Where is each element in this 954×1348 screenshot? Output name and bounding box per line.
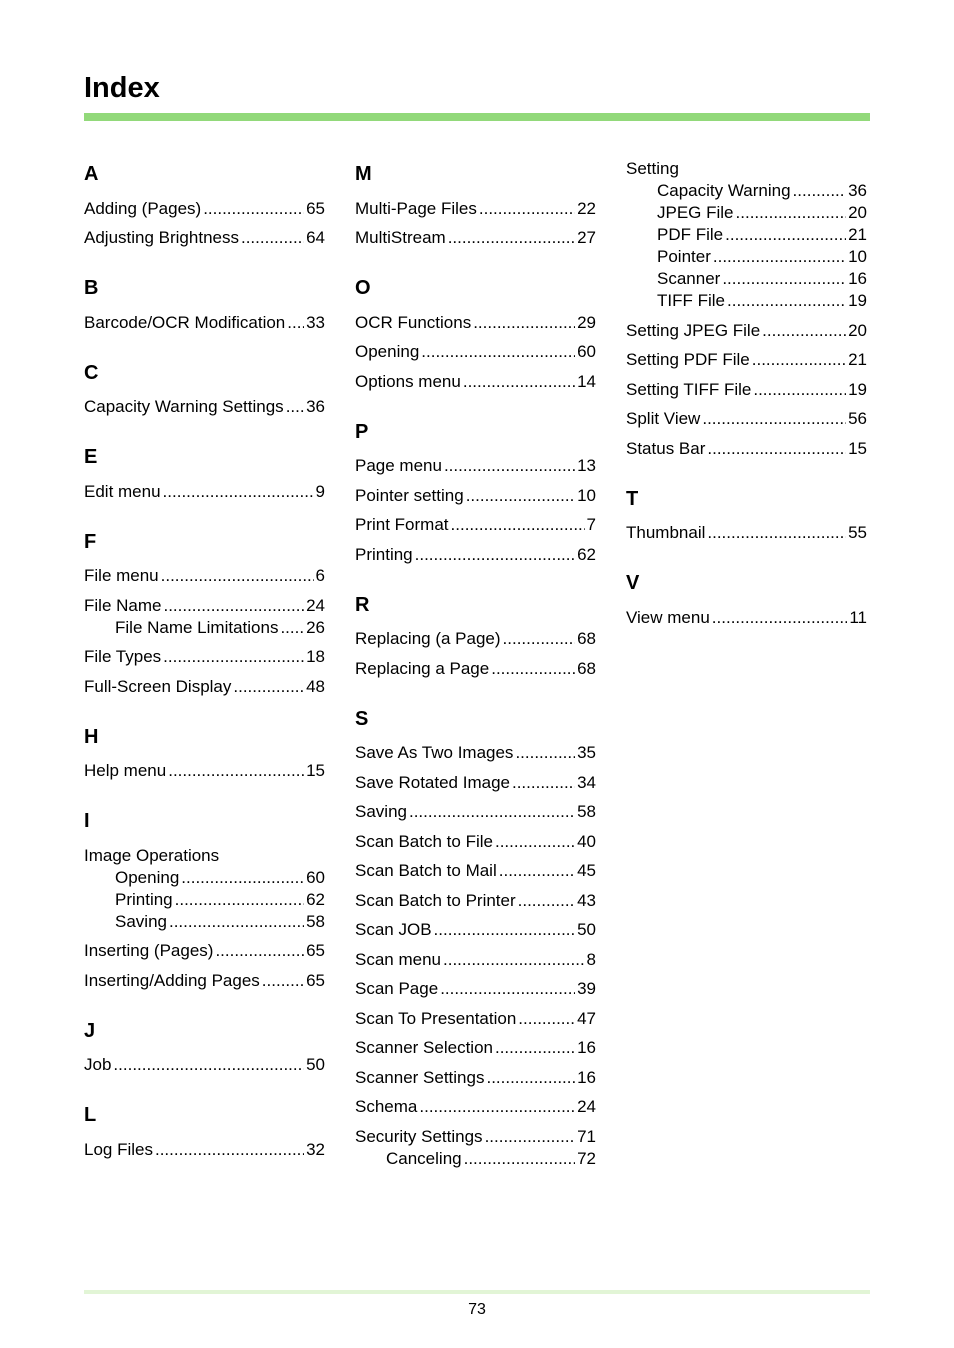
dot-leader <box>169 911 304 933</box>
entry-page-number: 64 <box>306 228 325 247</box>
entry-page-number: 48 <box>306 676 325 696</box>
dot-leader <box>515 742 575 764</box>
dot-leader <box>409 801 575 823</box>
entry-label: Scan JOB <box>355 920 432 939</box>
section-letter: J <box>84 1019 96 1042</box>
index-entry <box>84 845 325 867</box>
dot-leader <box>518 890 575 912</box>
entry-page-number: 55 <box>848 523 867 542</box>
dot-leader <box>753 379 846 401</box>
index-entry <box>626 320 867 342</box>
entry-label: Thumbnail <box>626 523 706 542</box>
index-section <box>84 249 325 334</box>
index-entry <box>355 485 596 507</box>
entry-page-number: 11 <box>849 607 867 627</box>
dot-leader <box>286 396 304 418</box>
entry-label: Saving <box>115 911 167 931</box>
index-entry <box>355 978 596 1000</box>
dot-leader <box>466 485 575 507</box>
section-letter: S <box>355 707 369 730</box>
index-section <box>84 334 325 419</box>
entry-page-number: 68 <box>577 629 596 648</box>
entry-label: Printing <box>355 544 413 564</box>
index-entry <box>355 198 596 220</box>
entry-page-number: 26 <box>306 617 325 637</box>
index-entry <box>355 1037 596 1059</box>
entry-label: Print Format <box>355 515 449 534</box>
dot-leader <box>175 889 304 911</box>
entry-label: Scan Batch to Mail <box>355 861 497 880</box>
index-section <box>355 566 596 680</box>
index-entry <box>355 1096 596 1118</box>
entry-label: Scanner Selection <box>355 1038 493 1057</box>
index-entry <box>84 227 325 249</box>
index-entry <box>355 658 596 680</box>
dot-leader <box>473 312 575 334</box>
entry-page-number: 19 <box>848 291 867 310</box>
index-subentry <box>84 867 325 889</box>
index-entry <box>355 1126 596 1148</box>
dot-leader <box>727 290 846 312</box>
index-subentry <box>355 1148 596 1170</box>
entry-page-number: 35 <box>577 743 596 762</box>
section-letter: M <box>355 163 372 185</box>
dot-leader <box>499 860 575 882</box>
dot-leader <box>215 940 304 962</box>
dot-leader <box>415 544 575 566</box>
entry-page-number: 15 <box>848 438 867 458</box>
entry-label: Setting JPEG File <box>626 320 761 340</box>
index-subentry <box>626 268 867 290</box>
entry-page-number: 32 <box>306 1139 325 1159</box>
index-entry <box>355 860 596 882</box>
index-section <box>355 249 596 393</box>
entry-label: MultiStream <box>355 228 446 247</box>
entry-page-number: 29 <box>577 312 596 332</box>
dot-leader <box>448 227 575 249</box>
dot-leader <box>203 198 304 220</box>
dot-leader <box>241 227 304 249</box>
entry-page-number: 27 <box>577 228 596 247</box>
dot-leader <box>262 970 304 992</box>
dot-leader <box>163 481 314 503</box>
index-entry <box>355 1008 596 1030</box>
entry-page-number: 56 <box>848 409 867 428</box>
dot-leader <box>495 1037 575 1059</box>
section-letter: L <box>84 1104 97 1126</box>
entry-label: Opening <box>355 342 420 361</box>
index-entry <box>626 379 867 401</box>
index-column-2 <box>355 158 596 1170</box>
entry-label: Barcode/OCR Modification <box>84 312 286 332</box>
entry-label: Scanner Settings <box>355 1067 485 1087</box>
index-subentry <box>626 224 867 246</box>
entry-label: PDF File <box>657 225 724 244</box>
entry-page-number: 36 <box>848 181 867 200</box>
dot-leader <box>161 565 314 587</box>
entry-page-number: 24 <box>577 1097 596 1116</box>
entry-label: Edit menu <box>84 481 161 501</box>
dot-leader <box>518 1008 575 1030</box>
dot-leader <box>725 224 846 246</box>
dot-leader <box>163 646 304 668</box>
entry-label: Scan Batch to File <box>355 831 493 851</box>
entry-page-number: 10 <box>848 247 867 266</box>
dot-leader <box>752 349 846 371</box>
entry-label: File menu <box>84 566 159 585</box>
index-subentry <box>84 617 325 639</box>
index-entry <box>355 890 596 912</box>
index-entry <box>84 595 325 617</box>
dot-leader <box>434 919 576 941</box>
index-section <box>626 158 867 460</box>
entry-page-number: 62 <box>577 544 596 564</box>
index-entry <box>84 312 325 334</box>
entry-page-number: 39 <box>577 979 596 998</box>
entry-label: Security Settings <box>355 1126 483 1146</box>
dot-leader <box>485 1126 576 1148</box>
index-entry <box>355 742 596 764</box>
entry-label: View menu <box>626 607 710 627</box>
dot-leader <box>762 320 846 342</box>
entry-page-number: 47 <box>577 1008 596 1028</box>
index-entry <box>355 455 596 477</box>
entry-label: OCR Functions <box>355 312 472 332</box>
entry-page-number: 24 <box>306 595 325 615</box>
entry-label: Setting PDF File <box>626 350 750 369</box>
index-entry <box>626 158 867 180</box>
index-entry <box>355 227 596 249</box>
entry-page-number: 72 <box>577 1148 596 1168</box>
entry-page-number: 16 <box>577 1038 596 1057</box>
section-letter: B <box>84 277 99 299</box>
index-subentry <box>626 202 867 224</box>
entry-label: Schema <box>355 1097 418 1116</box>
entry-page-number: 58 <box>577 802 596 821</box>
entry-page-number: 14 <box>577 371 596 391</box>
section-letter: E <box>84 446 98 468</box>
dot-leader <box>713 246 846 268</box>
dot-leader <box>287 312 304 334</box>
dot-leader <box>280 617 304 639</box>
section-letter: C <box>84 361 99 384</box>
entry-label: Adding (Pages) <box>84 198 202 218</box>
dot-leader <box>464 1148 575 1170</box>
index-section <box>84 158 325 249</box>
index-section <box>355 393 596 566</box>
entry-label: Image Operations <box>84 845 220 865</box>
dot-leader <box>722 268 846 290</box>
entry-label: Adjusting Brightness <box>84 228 239 247</box>
dot-leader <box>486 1067 575 1089</box>
entry-label: Pointer <box>657 247 711 266</box>
entry-page-number: 36 <box>306 397 325 416</box>
entry-label: TIFF File <box>657 291 725 310</box>
index-section <box>355 680 596 1170</box>
section-letter: P <box>355 420 369 443</box>
dot-leader <box>163 595 304 617</box>
entry-label: Multi-Page Files <box>355 198 477 218</box>
index-entry <box>84 198 325 220</box>
index-entry <box>84 940 325 962</box>
entry-label: Save Rotated Image <box>355 772 510 792</box>
entry-label: Log Files <box>84 1139 153 1159</box>
index-section <box>84 418 325 503</box>
dot-leader <box>495 831 575 853</box>
dot-leader <box>419 1096 575 1118</box>
entry-page-number: 50 <box>306 1055 325 1074</box>
entry-label: File Name Limitations <box>115 617 279 637</box>
index-entry <box>84 396 325 418</box>
entry-page-number: 20 <box>848 320 867 340</box>
entry-page-number: 9 <box>315 481 325 501</box>
index-entry <box>355 772 596 794</box>
entry-page-number: 33 <box>306 312 325 332</box>
dot-leader <box>440 978 575 1000</box>
entry-page-number: 13 <box>577 456 596 475</box>
page-title: Index <box>84 72 160 104</box>
entry-label: Scan menu <box>355 949 441 969</box>
entry-label: Scan Batch to Printer <box>355 890 516 910</box>
dot-leader <box>421 341 575 363</box>
index-entry <box>84 760 325 782</box>
entry-label: Inserting/Adding Pages <box>84 970 260 990</box>
entry-page-number: 62 <box>306 889 325 909</box>
entry-page-number: 20 <box>848 203 867 222</box>
entry-label: Canceling <box>386 1148 462 1168</box>
footer-rule <box>84 1290 870 1294</box>
entry-label: Help menu <box>84 761 167 780</box>
entry-page-number: 43 <box>577 890 596 910</box>
index-entry <box>355 544 596 566</box>
entry-label: File Types <box>84 647 162 666</box>
dot-leader <box>712 607 848 629</box>
section-letter: R <box>355 593 370 616</box>
index-entry <box>84 646 325 668</box>
index-entry <box>355 1067 596 1089</box>
entry-label: Replacing a Page <box>355 658 490 678</box>
dot-leader <box>155 1139 304 1161</box>
entry-label: Pointer setting <box>355 485 464 505</box>
index-entry <box>355 831 596 853</box>
section-letter: A <box>84 163 99 185</box>
index-section <box>84 782 325 992</box>
section-letter: H <box>84 725 99 748</box>
index-entry <box>355 801 596 823</box>
entry-label: Saving <box>355 802 407 821</box>
entry-label: Options menu <box>355 371 461 391</box>
index-section <box>84 698 325 783</box>
entry-page-number: 8 <box>586 949 596 969</box>
index-entry <box>355 312 596 334</box>
index-subentry <box>626 180 867 202</box>
entry-page-number: 40 <box>577 831 596 851</box>
entry-page-number: 60 <box>577 342 596 361</box>
section-letter: O <box>355 277 371 299</box>
dot-leader <box>793 180 847 202</box>
index-subentry <box>626 246 867 268</box>
entry-label: JPEG File <box>657 203 734 222</box>
dot-leader <box>479 198 575 220</box>
entry-label: Save As Two Images <box>355 743 514 762</box>
page-number: 73 <box>468 1301 486 1318</box>
entry-page-number: 18 <box>306 647 325 666</box>
index-entry <box>626 522 867 544</box>
entry-label: Capacity Warning <box>657 181 791 200</box>
index-entry <box>626 408 867 430</box>
entry-label: Setting <box>626 159 679 178</box>
index-entry <box>355 628 596 650</box>
index-entry <box>84 481 325 503</box>
index-subentry <box>84 911 325 933</box>
entry-label: Split View <box>626 409 701 428</box>
index-entry <box>355 949 596 971</box>
index-section <box>84 992 325 1077</box>
entry-page-number: 6 <box>315 566 325 585</box>
dot-leader <box>512 772 575 794</box>
entry-label: Scanner <box>657 269 721 288</box>
entry-label: Capacity Warning Settings <box>84 397 284 416</box>
entry-label: Scan To Presentation <box>355 1008 517 1028</box>
section-letter: I <box>84 810 90 832</box>
entry-label: Opening <box>115 867 180 887</box>
index-entry <box>626 438 867 460</box>
index-column-3 <box>626 158 867 629</box>
entry-page-number: 58 <box>306 911 325 931</box>
entry-label: Printing <box>115 889 173 909</box>
title-underline <box>84 113 870 121</box>
section-letter: V <box>626 572 640 594</box>
dot-leader <box>463 371 575 393</box>
dot-leader <box>168 760 304 782</box>
index-section <box>84 503 325 698</box>
entry-page-number: 60 <box>306 867 325 887</box>
index-entry <box>84 970 325 992</box>
dot-leader <box>707 438 846 460</box>
entry-label: Scan Page <box>355 979 439 998</box>
index-entry <box>355 919 596 941</box>
entry-page-number: 45 <box>577 861 596 880</box>
index-section <box>84 1076 325 1161</box>
index-entry <box>626 607 867 629</box>
dot-leader <box>113 1054 304 1076</box>
entry-page-number: 16 <box>848 269 867 288</box>
entry-page-number: 19 <box>848 379 867 399</box>
entry-label: Job <box>84 1055 112 1074</box>
dot-leader <box>233 676 304 698</box>
dot-leader <box>491 658 575 680</box>
entry-page-number: 7 <box>586 515 596 534</box>
index-section <box>626 544 867 629</box>
dot-leader <box>736 202 847 224</box>
index-entry <box>84 676 325 698</box>
dot-leader <box>707 522 846 544</box>
entry-page-number: 65 <box>306 970 325 990</box>
entry-label: Page menu <box>355 456 442 475</box>
index-column-1 <box>84 158 325 1161</box>
index-entry <box>355 514 596 536</box>
entry-label: Setting TIFF File <box>626 379 752 399</box>
section-letter: T <box>626 487 639 510</box>
dot-leader <box>451 514 585 536</box>
dot-leader <box>181 867 304 889</box>
entry-page-number: 21 <box>848 350 867 369</box>
entry-page-number: 71 <box>577 1126 596 1146</box>
entry-page-number: 22 <box>577 198 596 218</box>
index-entry <box>355 371 596 393</box>
dot-leader <box>702 408 846 430</box>
index-subentry <box>84 889 325 911</box>
entry-label: File Name <box>84 595 162 615</box>
index-entry <box>84 1054 325 1076</box>
entry-label: Inserting (Pages) <box>84 941 214 960</box>
entry-page-number: 65 <box>306 941 325 960</box>
entry-page-number: 21 <box>848 225 867 244</box>
entry-label: Full-Screen Display <box>84 676 232 696</box>
dot-leader <box>503 628 576 650</box>
section-letter: F <box>84 530 97 553</box>
index-subentry <box>626 290 867 312</box>
index-entry <box>355 341 596 363</box>
entry-page-number: 65 <box>306 198 325 218</box>
entry-label: Status Bar <box>626 438 706 458</box>
entry-label: Replacing (a Page) <box>355 629 501 648</box>
index-section <box>355 158 596 249</box>
entry-page-number: 15 <box>306 761 325 780</box>
entry-page-number: 34 <box>577 772 596 792</box>
index-entry <box>84 565 325 587</box>
dot-leader <box>443 949 585 971</box>
entry-page-number: 68 <box>577 658 596 678</box>
entry-page-number: 16 <box>577 1067 596 1087</box>
entry-page-number: 50 <box>577 920 596 939</box>
dot-leader <box>444 455 575 477</box>
index-entry <box>84 1139 325 1161</box>
index-entry <box>626 349 867 371</box>
entry-page-number: 10 <box>577 485 596 505</box>
index-section <box>626 460 867 545</box>
